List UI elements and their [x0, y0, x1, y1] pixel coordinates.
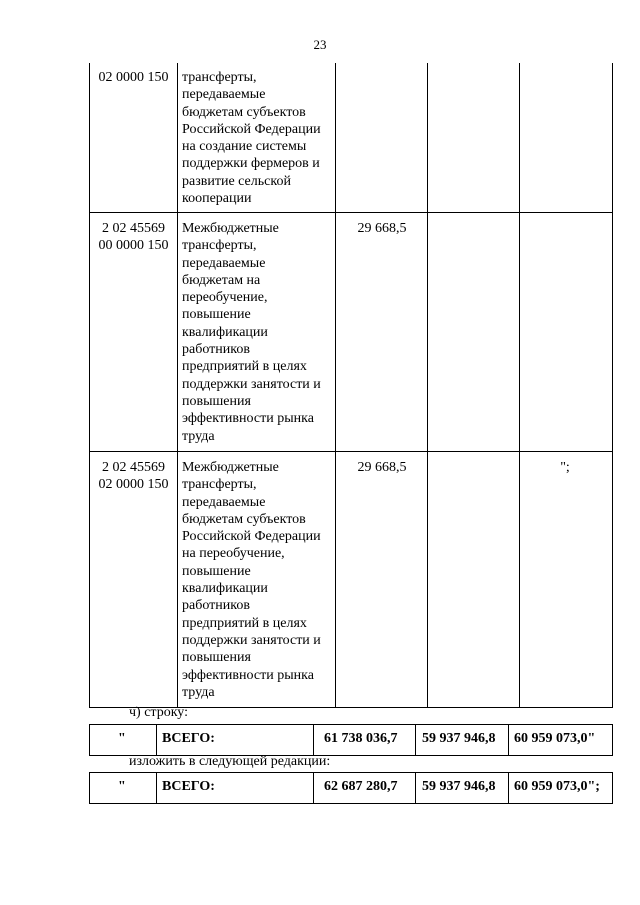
column-divider: [177, 63, 178, 707]
total-value-2: 59 937 946,8: [422, 731, 496, 746]
row-divider: [90, 212, 612, 213]
total-value-2: 59 937 946,8: [422, 779, 496, 794]
column-divider: [335, 63, 336, 707]
row-description: Межбюджетные трансферты, передаваемые бюджетам на переобучение, повышение квалификации работников предприятий в целях поддержки занятости и повышения эффективности рынка труда: [182, 221, 321, 444]
amendment-note: ч) строку:: [129, 705, 189, 720]
total-value-1: 61 738 036,7: [324, 731, 398, 746]
column-divider: [519, 63, 520, 707]
row-code: 2 02 45569 02 0000 150: [98, 460, 169, 493]
budget-table: [89, 63, 613, 708]
column-divider: [427, 63, 428, 707]
row-code: 02 0000 150: [98, 70, 169, 85]
row-code: 2 02 45569 00 0000 150: [98, 221, 169, 254]
row-description: Межбюджетные трансферты, передаваемые бюджетам субъектов Российской Федерации на переобучение, повышение квалификации работников предприятий в целях поддержки занятости и повышения эффективности рынка труда: [182, 460, 321, 700]
row-closing-quote: ";: [560, 460, 570, 475]
row-divider: [90, 451, 612, 452]
total-value-3: 60 959 073,0": [514, 731, 596, 746]
row-amount: 29 668,5: [357, 221, 407, 236]
amendment-note: изложить в следующей редакции:: [129, 754, 331, 769]
total-label: ВСЕГО:: [162, 779, 215, 794]
total-value-3: 60 959 073,0";: [514, 779, 600, 794]
total-row-new: [89, 772, 613, 804]
row-amount: 29 668,5: [357, 460, 407, 475]
opening-quote: ": [118, 779, 126, 794]
total-label: ВСЕГО:: [162, 731, 215, 746]
total-value-1: 62 687 280,7: [324, 779, 398, 794]
opening-quote: ": [118, 731, 126, 746]
total-row-old: [89, 724, 613, 756]
row-description: трансферты, передаваемые бюджетам субъектов Российской Федерации на создание системы поддержки фермеров и развитие сельской кооперации: [182, 70, 321, 207]
page-number: 23: [313, 37, 327, 52]
